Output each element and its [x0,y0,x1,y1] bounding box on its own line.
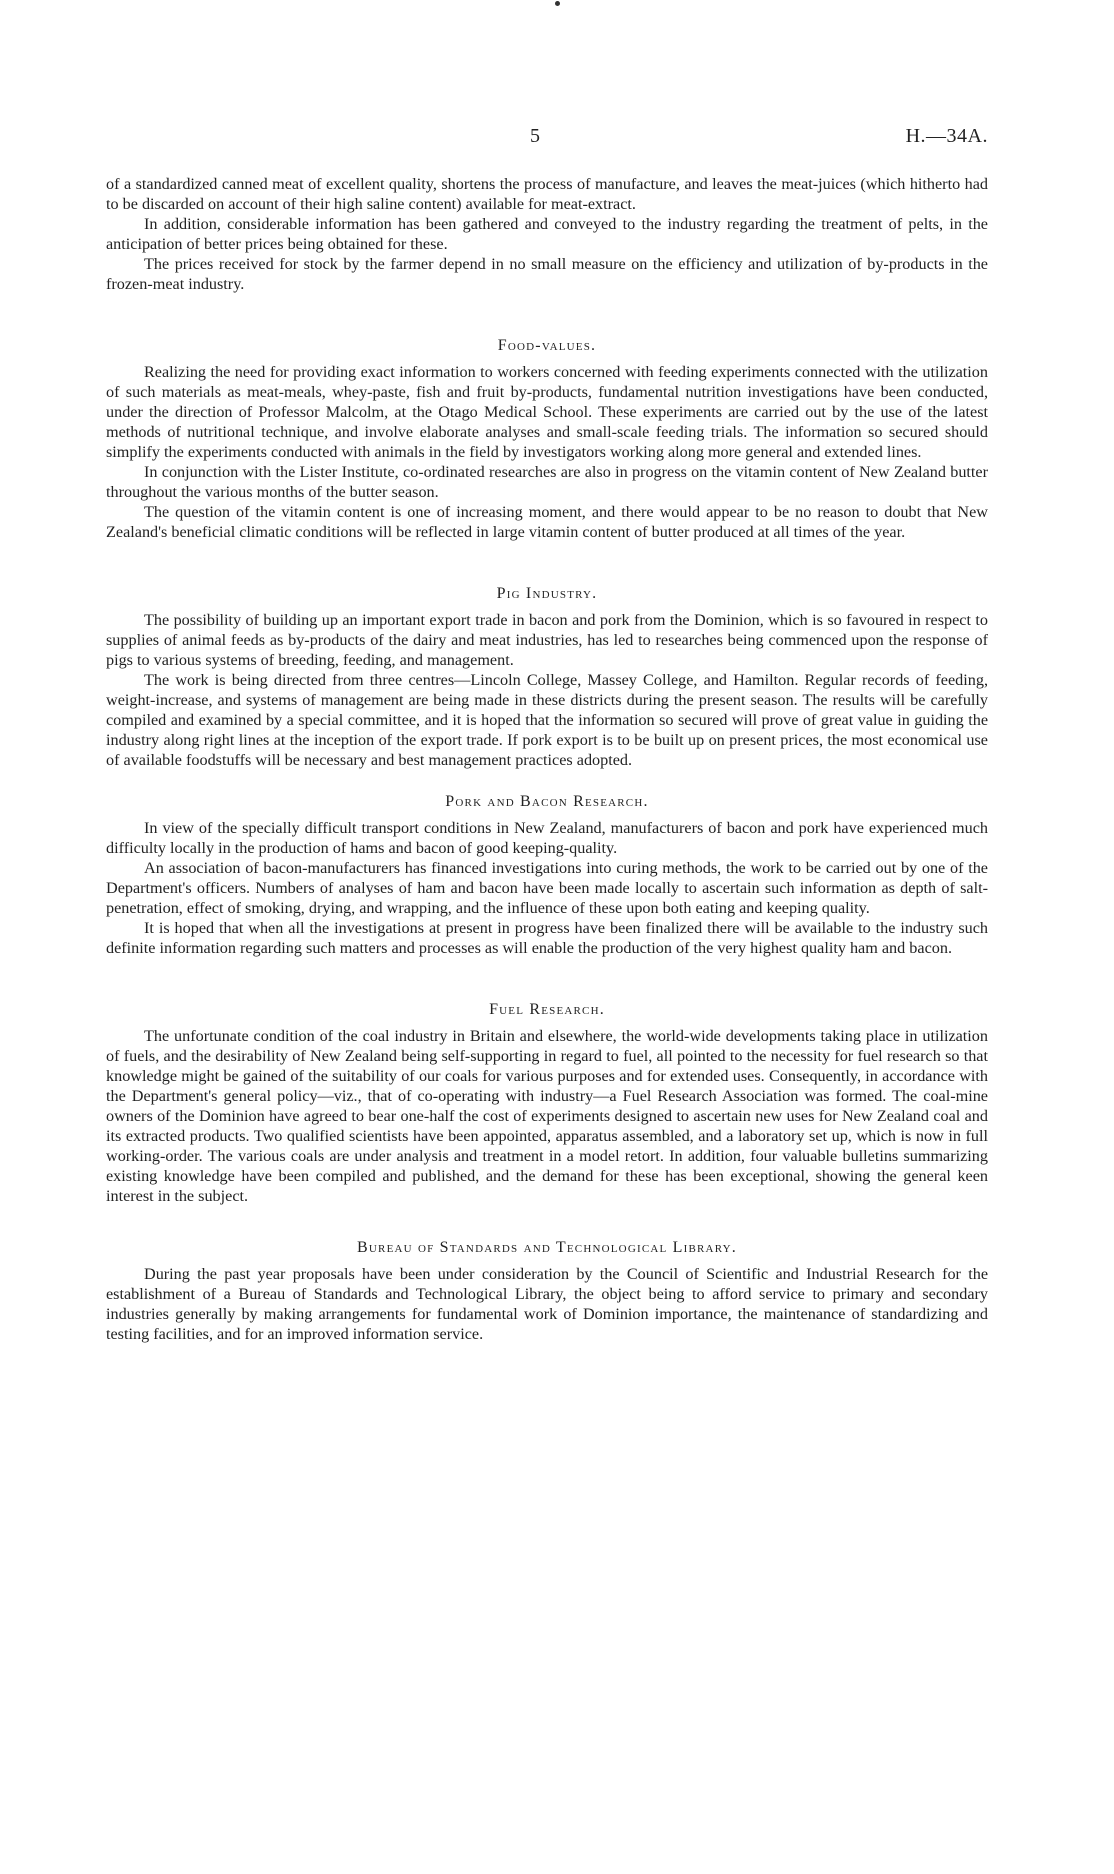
section-heading: Pork and Bacon Research. [445,793,649,810]
paragraph: During the past year proposals have been under consideration by the Council of Scientific and Industrial Research for the establishment of a Bureau of Standards and Technological Library, the object being to afford service to primary and secondary industries generally by making arrangements for fundamental work of Dominion importance, the maintenance of standardizing and testing facilities, and for an improved information service. [106,1265,988,1343]
paragraph: Realizing the need for providing exact information to workers concerned with feeding experiments connected with the utilization of such materials as meat-meals, whey-paste, fish and fruit by-products, fundamental nutrition investigations have been conducted, under the direction of Professor Malcolm, at the Otago Medical School. These experiments are carried out by the use of the latest methods of nutritional technique, and involve elaborate analyses and small-scale feeding trials. The information so secured should simplify the experiments conducted with animals in the field by investigators working along more general and extended lines. [106,363,988,461]
paragraph: The work is being directed from three centres—Lincoln College, Massey College, and Hamilton. Regular records of feeding, weight-increase, and systems of management are being made in these districts during the present season. The results will be carefully compiled and examined by a special committee, and it is hoped that the information so secured will prove of great value in guiding the industry along right lines at the inception of the export trade. If pork export is to be built up on present prices, the most economical use of available foodstuffs will be necessary and best management practices adopted. [106,671,988,769]
paragraph: In addition, considerable information has been gathered and conveyed to the industry regarding the treatment of pelts, in the anticipation of better prices being obtained for these. [106,215,988,253]
paragraph: The unfortunate condition of the coal industry in Britain and elsewhere, the world-wide developments taking place in utilization of fuels, and the desirability of New Zealand being self-supporting in regard to fuel, all pointed to the necessity for fuel research so that knowledge might be gained of the suitability of our coals for various purposes and for extended uses. Consequently, in accordance with the Department's general policy—viz., that of co-operating with industry—a Fuel Research Association was formed. The coal-mine owners of the Dominion have agreed to bear one-half the cost of experiments designed to ascertain new uses for New Zealand coal and its extracted products. Two qualified scientists have been appointed, apparatus assembled, and a laboratory set up, which is now in full working-order. The various coals are under analysis and treatment in a model retort. In addition, four valuable bulletins summarizing existing knowledge have been compiled and published, and the demand for these has been exceptional, showing the general keen interest in the subject. [106,1027,988,1205]
document-page [106,0,988,1874]
paragraph: The possibility of building up an important export trade in bacon and pork from the Dominion, which is so favoured in respect to supplies of animal feeds as by-products of the dairy and meat industries, has led to researches being commenced upon the response of pigs to various systems of breeding, feeding, and management. [106,611,988,669]
page-number: 5 [530,125,540,147]
section-pork-bacon-research [106,792,988,958]
document-reference: H.—34A. [905,125,988,147]
paragraph: An association of bacon-manufacturers has financed investigations into curing methods, the work to be carried out by one of the Department's officers. Numbers of analyses of ham and bacon have been made locally to ascertain such information as depth of salt-penetration, effect of smoking, drying, and wrapping, and the influence of these upon both eating and keeping quality. [106,859,988,917]
section-heading: Pig Industry. [496,585,598,602]
page-body [106,174,988,1344]
paragraph: The prices received for stock by the farmer depend in no small measure on the efficiency and utilization of by-products in the frozen-meat industry. [106,255,988,293]
section-heading: Food-values. [497,337,597,354]
paragraph: The question of the vitamin content is one of increasing moment, and there would appear to be no reason to doubt that New Zealand's beneficial climatic conditions will be reflected in large vitamin content of butter produced at all times of the year. [106,503,988,541]
section-heading: Fuel Research. [489,1001,605,1018]
section-pig-industry [106,584,988,770]
section-food-values [106,336,988,542]
paragraph: In view of the specially difficult transport conditions in New Zealand, manufacturers of bacon and pork have experienced much difficulty locally in the production of hams and bacon of good keeping-quality. [106,819,988,857]
paragraph: It is hoped that when all the investigations at present in progress have been finalized there will be available to the industry such definite information regarding such matters and processes as will enable the production of the very highest quality ham and bacon. [106,919,988,957]
scan-mark [555,1,560,6]
section-intro [106,174,988,294]
section-bureau-of-standards [106,1238,988,1344]
section-fuel-research [106,1000,988,1206]
page-header [106,125,988,155]
section-heading: Bureau of Standards and Technological Library. [357,1239,737,1256]
paragraph: In conjunction with the Lister Institute, co-ordinated researches are also in progress on the vitamin content of New Zealand butter throughout the various months of the butter season. [106,463,988,501]
paragraph: of a standardized canned meat of excellent quality, shortens the process of manufacture, and leaves the meat-juices (which hitherto had to be discarded on account of their high saline content) available for meat-extract. [106,175,988,213]
